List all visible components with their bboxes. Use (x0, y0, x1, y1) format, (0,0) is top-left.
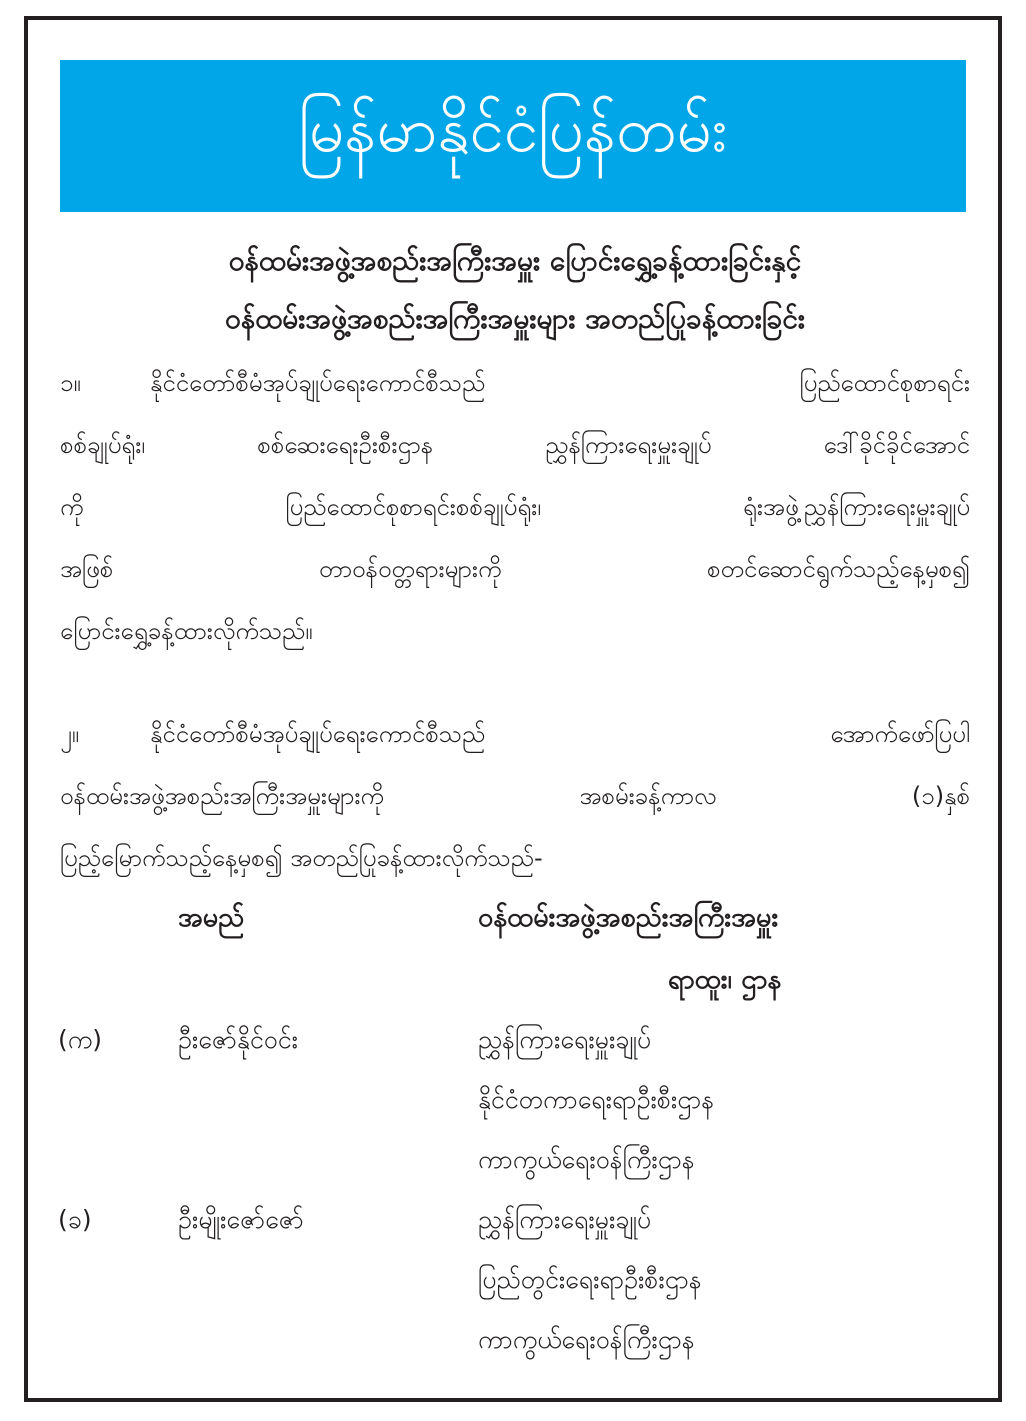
gazette-banner (60, 60, 966, 212)
gazette-title: မြန်မာနိုင်ငံပြန်တမ်း (298, 92, 728, 166)
row-position-department: နိုင်ငံတကာရေးရာဦးစီးဌာန (478, 1085, 715, 1114)
paragraph-line: ဝန်ထမ်းအဖွဲ့အစည်းအကြီးအမှူးများကို အစမ်းခန့်ကာလ (၁)နှစ် (60, 782, 970, 810)
paragraph-line: ၂။ နိုင်ငံတော်စီမံအုပ်ချုပ်ရေးကောင်စီသည် အောက်ဖော်ပြပါ (60, 703, 970, 765)
row-name: ဦးဇော်နိုင်ဝင်း (178, 1025, 298, 1054)
row-position-title: ညွှန်ကြားရေးမှူးချုပ် (478, 1025, 652, 1054)
paragraph-1 (60, 352, 970, 662)
row-index: (က) (58, 1025, 102, 1054)
row-position-ministry: ကာကွယ်ရေးဝန်ကြီးဌာန (478, 1145, 695, 1174)
paragraph-line: ကို ပြည်ထောင်စုစာရင်းစစ်ချုပ်ရုံး၊ ရုံးအဖွဲ့ညွှန်ကြားရေးမှူးချုပ် (60, 493, 970, 521)
row-name: ဦးမျိုးဇော်ဇော် (178, 1205, 304, 1234)
column-header-position: ဝန်ထမ်းအဖွဲ့အစည်းအကြီးအမှူး (478, 902, 779, 933)
paragraph-line: ပြည့်မြောက်သည့်နေ့မှစ၍ အတည်ပြုခန့်ထားလိုက်သည်- (60, 844, 543, 872)
paragraph-2 (60, 703, 970, 889)
subject-line-1: ဝန်ထမ်းအဖွဲ့အစည်းအကြီးအမှူး ပြောင်းရွှေ့ခန့်ထားခြင်းနှင့် (228, 244, 802, 277)
subject-line-2: ဝန်ထမ်းအဖွဲ့အစည်းအကြီးအမှူးများ အတည်ပြုခန့်ထားခြင်း (225, 302, 805, 335)
paragraph-line: ပြောင်းရွှေ့ခန့်ထားလိုက်သည်။ (60, 617, 313, 645)
paragraph-line: စစ်ချုပ်ရုံး၊ စစ်ဆေးရေးဦးစီးဌာန ညွှန်ကြားရေးမှူးချုပ် ဒေါ်ခိုင်ခိုင်အောင် (60, 431, 970, 459)
row-position-title: ညွှန်ကြားရေးမှူးချုပ် (478, 1205, 652, 1234)
paragraph-line: အဖြစ် တာဝန်ဝတ္တရားများကို စတင်ဆောင်ရွက်သည့်နေ့မှစ၍ (60, 555, 970, 583)
row-position-department: ပြည်တွင်းရေးရာဦးစီးဌာန (478, 1265, 702, 1294)
notice-frame (24, 16, 1002, 1402)
paragraph-line: ၁။ နိုင်ငံတော်စီမံအုပ်ချုပ်ရေးကောင်စီသည် ပြည်ထောင်စုစာရင်း (60, 352, 970, 414)
column-header-name: အမည် (178, 902, 245, 933)
paragraph-number: ၂။ (60, 720, 80, 748)
paragraph-number: ၁။ (60, 369, 81, 397)
column-header-position-sub: ရာထူး၊ ဌာန (668, 964, 782, 995)
row-position-ministry: ကာကွယ်ရေးဝန်ကြီးဌာန (478, 1325, 695, 1354)
row-index: (ခ) (58, 1205, 92, 1234)
